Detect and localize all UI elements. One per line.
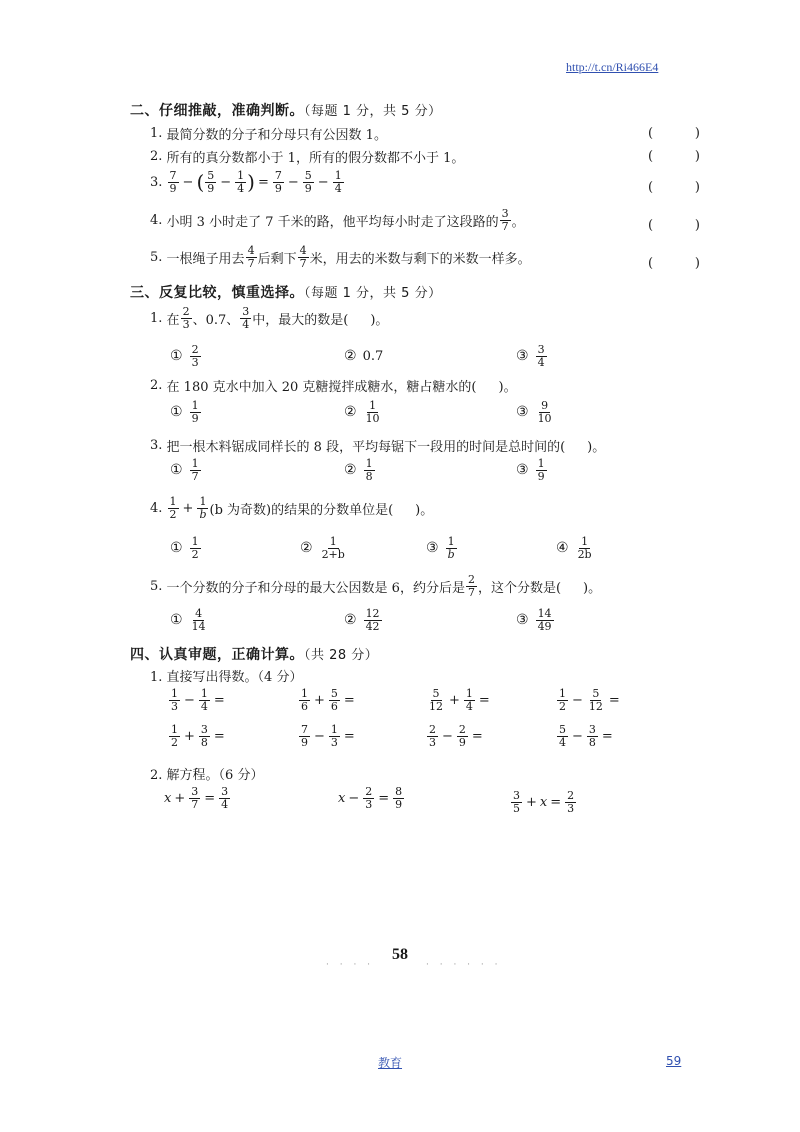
- footer-link[interactable]: 教育: [378, 1056, 403, 1070]
- frac-7-9b: $\frac{7}{9}$: [274, 169, 282, 195]
- scan-dots-left: · · · ·: [326, 960, 375, 970]
- equation-1[interactable]: x + $\frac{3}{7}$ = $\frac{3}{4}$: [164, 785, 229, 811]
- s3-q2-opt1[interactable]: ① $\frac{1}{9}$: [170, 399, 199, 425]
- section3-heading: 三、反复比较，慎重选择。: [130, 285, 304, 301]
- s3-q3: 3. 把一根木料锯成同样长的 8 段，平均每锯下一段用的时间是总时间的( )。: [150, 438, 606, 455]
- s3-q5-opt1[interactable]: ① $\frac{4}{14}$: [170, 607, 206, 633]
- calc-3[interactable]: $\frac{5}{12}$ + $\frac{1}{4}$ =: [429, 687, 490, 713]
- s3-q2-opt3[interactable]: ③ $\frac{9}{10}$: [516, 399, 552, 425]
- calc-1[interactable]: $\frac{1}{3}$ − $\frac{1}{4}$ =: [171, 687, 225, 713]
- s3-q2: 2. 在 180 克水中加入 20 克糖搅拌成糖水，糖占糖水的( )。: [150, 378, 517, 395]
- s3-q4: 4. $\frac{1}{2}$ + $\frac{1}{b}$ (b 为奇数)的结果的分数单位是( )。: [150, 495, 434, 521]
- section3-note: （每题 1 分，共 5 分）: [304, 286, 442, 301]
- s3-q5-opt2[interactable]: ② $\frac{12}{42}$: [344, 607, 380, 633]
- frac-1-4b: $\frac{1}{4}$: [334, 169, 342, 195]
- s3-q3-opt2[interactable]: ② $\frac{1}{8}$: [344, 457, 373, 483]
- s3-q1-opt2[interactable]: ② 0.7: [344, 348, 384, 364]
- frac-7-9: $\frac{7}{9}$: [169, 169, 177, 195]
- s2-item-4-answer[interactable]: ( ): [648, 218, 700, 233]
- calc-2[interactable]: $\frac{1}{6}$ + $\frac{5}{6}$ =: [301, 687, 355, 713]
- section2-note: （每题 1 分，共 5 分）: [304, 104, 442, 119]
- frac-5-9: $\frac{5}{9}$: [207, 169, 215, 195]
- s3-q1-opt1[interactable]: ① $\frac{2}{3}$: [170, 343, 199, 369]
- s3-q5: 5. 一个分数的分子和分母的最大公因数是 6，约分后是 $\frac{2}{7}$ ，这个分数是( )。: [150, 573, 602, 599]
- s2-item-2-num: 2.: [150, 149, 163, 164]
- calc-6[interactable]: $\frac{7}{9}$ − $\frac{1}{3}$ =: [301, 723, 355, 749]
- s2-item-5: 5. 一根绳子用去 $\frac{4}{7}$ 后剩下 $\frac{4}{7}$ 米，用去的米数与剩下的米数一样多。: [150, 244, 531, 270]
- s2-item-4-num: 4.: [150, 212, 163, 228]
- s3-q1: 1. 在 $\frac{2}{3}$ 、0.7、 $\frac{3}{4}$ 中，最大的数是( )。: [150, 305, 389, 331]
- frac-5-9b: $\frac{5}{9}$: [304, 169, 312, 195]
- s2-item-1-num: 1.: [150, 126, 163, 141]
- s3-q2-opt2[interactable]: ② $\frac{1}{10}$: [344, 399, 380, 425]
- equation-2[interactable]: x − $\frac{2}{3}$ = $\frac{8}{9}$: [338, 785, 403, 811]
- s3-q1-opt3[interactable]: ③ $\frac{3}{4}$: [516, 343, 545, 369]
- frac-2-3: $\frac{2}{3}$: [182, 305, 190, 331]
- calc-5[interactable]: $\frac{1}{2}$ + $\frac{3}{8}$ =: [171, 723, 225, 749]
- s2-item-1-answer[interactable]: ( ): [648, 126, 700, 141]
- header-url[interactable]: http://t.cn/Ri466E4: [566, 60, 659, 74]
- s2-item-2-text: 所有的真分数都小于 1，所有的假分数都不小于 1。: [166, 151, 465, 166]
- s2-item-2: [150, 147, 464, 166]
- page-number: 58: [392, 946, 408, 963]
- calc-7[interactable]: $\frac{2}{3}$ − $\frac{2}{9}$ =: [429, 723, 483, 749]
- calc-4[interactable]: $\frac{1}{2}$ − $\frac{5}{12}$ =: [559, 687, 620, 713]
- s2-item-1-text: 最简分数的分子和分母只有公因数 1。: [166, 128, 387, 143]
- s2-item-2-answer[interactable]: ( ): [648, 149, 700, 164]
- s4-sub1: 1. 直接写出得数。（4 分）: [150, 670, 303, 685]
- s2-item-4-text: 小明 3 小时走了 7 千米的路，他平均每小时走了这段路的: [166, 214, 499, 230]
- s3-q3-opt3[interactable]: ③ $\frac{1}{9}$: [516, 457, 545, 483]
- footer-page-index: 59: [666, 1054, 682, 1068]
- s3-q4-opt2[interactable]: ② $\frac{1}{2+b}$: [300, 535, 345, 561]
- frac-4-7: $\frac{4}{7}$: [247, 244, 255, 270]
- s3-q4-opt1[interactable]: ① $\frac{1}{2}$: [170, 535, 199, 561]
- frac-4-7b: $\frac{4}{7}$: [299, 244, 307, 270]
- s2-item-5-answer[interactable]: ( ): [648, 256, 700, 271]
- scan-dots-right: · · · · · ·: [426, 960, 502, 970]
- s2-item-3-num: 3.: [150, 174, 163, 190]
- section2-title: [130, 100, 442, 120]
- s3-q4-opt4[interactable]: ④ $\frac{1}{2b}$: [556, 535, 592, 561]
- frac-1-4: $\frac{1}{4}$: [237, 169, 245, 195]
- calc-8[interactable]: $\frac{5}{4}$ − $\frac{3}{8}$ =: [559, 723, 613, 749]
- s2-item-3-answer[interactable]: ( ): [648, 180, 700, 195]
- section2-heading: 二、仔细推敲，准确判断。: [130, 103, 304, 119]
- s2-item-5-num: 5.: [150, 249, 163, 265]
- s3-q4-opt3[interactable]: ③ $\frac{1}{b}$: [426, 535, 455, 561]
- section4-heading: 四、认真审题，正确计算。: [130, 647, 304, 663]
- section3-title: [130, 282, 442, 302]
- section4-title: [130, 644, 378, 664]
- frac-3-7: $\frac{3}{7}$: [501, 207, 509, 233]
- s2-item-4: 4. 小明 3 小时走了 7 千米的路，他平均每小时走了这段路的 $\frac{3}{7}$ 。: [150, 207, 525, 233]
- frac-3-4: $\frac{3}{4}$: [242, 305, 250, 331]
- s4-sub2: 2. 解方程。（6 分）: [150, 768, 264, 783]
- s2-item-3: 3. $\frac{7}{9}$ − ( $\frac{5}{9}$ − $\frac{1}{4}$ ) = $\frac{7}{9}$ − $\frac{5}{9}$ − $\frac{1}{4}$: [150, 169, 342, 195]
- s2-item-1: [150, 124, 387, 143]
- s3-q3-opt1[interactable]: ① $\frac{1}{7}$: [170, 457, 199, 483]
- s3-q5-opt3[interactable]: ③ $\frac{14}{49}$: [516, 607, 552, 633]
- section4-note: （共 28 分）: [304, 648, 379, 663]
- equation-3[interactable]: $\frac{3}{5}$ + x = $\frac{2}{3}$: [513, 789, 575, 815]
